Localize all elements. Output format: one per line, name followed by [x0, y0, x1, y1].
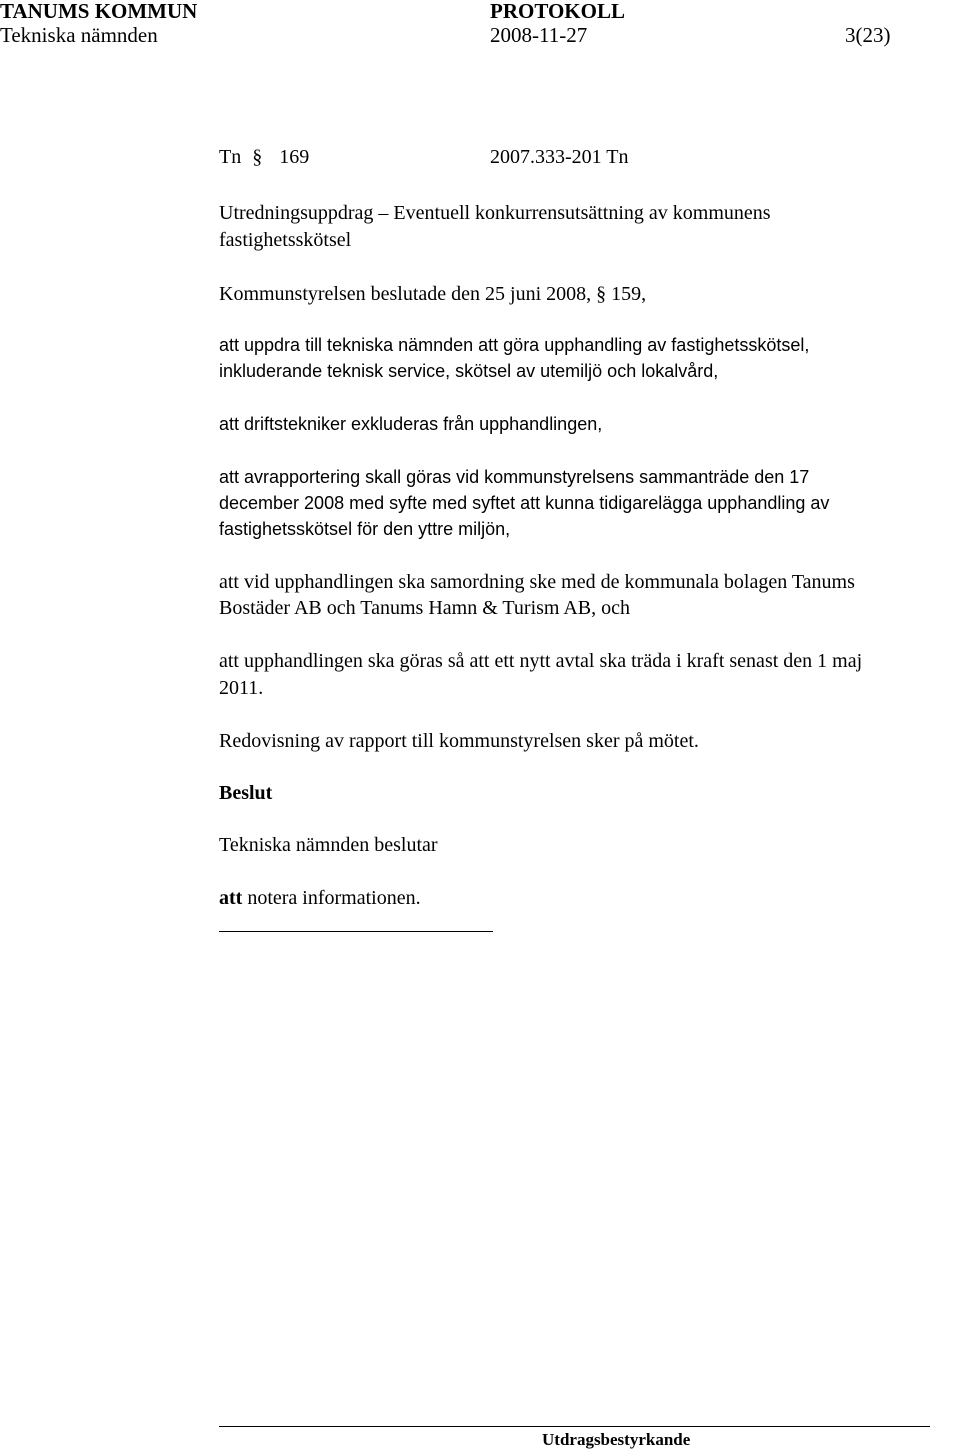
- title-line-1: Utredningsuppdrag – Eventuell konkurrensutsättning av kommunens: [219, 202, 771, 224]
- footer-rule: [219, 1426, 930, 1427]
- clause-5-line-1: att upphandlingen ska göras så att ett nytt avtal ska träda i kraft senast den 1 maj: [219, 650, 863, 672]
- decision-text: notera informationen.: [247, 887, 421, 909]
- case-number: 2007.333-201 Tn: [490, 146, 629, 168]
- footer-label: Utdragsbestyrkande: [542, 1430, 691, 1449]
- intro-text: Kommunstyrelsen beslutade den 25 juni 2008,: [219, 283, 592, 305]
- paragraph-ref: [219, 146, 309, 169]
- report-note: Redovisning av rapport till kommunstyrelsen sker på mötet.: [219, 730, 699, 752]
- title-line-2: fastighetsskötsel: [219, 229, 352, 251]
- decision-end-rule: [219, 931, 493, 932]
- header-date: 2008-11-27: [490, 23, 588, 47]
- paragraph-number: 169: [279, 146, 310, 168]
- clause-2-line-1: att driftstekniker exkluderas från upphandlingen,: [219, 414, 603, 434]
- paragraph-symbol: §: [252, 146, 263, 168]
- header-doc-type: PROTOKOLL: [490, 0, 625, 23]
- clause-3-line-2: december 2008 med syfte med syftet att kunna tidigarelägga upphandling av: [219, 493, 830, 513]
- header-page: 3(23): [845, 23, 891, 47]
- clause-3-line-1: att avrapportering skall göras vid kommunstyrelsens sammanträde den 17: [219, 467, 810, 487]
- clause-4-line-1: att vid upphandlingen ska samordning ske med de kommunala bolagen Tanums: [219, 571, 855, 593]
- decision-att: att: [219, 887, 243, 909]
- intro-line: [219, 283, 646, 306]
- clause-5-line-2: 2011.: [219, 677, 264, 699]
- decision-heading: Beslut: [219, 782, 273, 804]
- clause-1-line-2: inkluderande teknisk service, skötsel av utemiljö och lokalvård,: [219, 361, 719, 381]
- header-committee: Tekniska nämnden: [0, 23, 158, 47]
- intro-symbol: §: [596, 283, 607, 305]
- clause-1-line-1: att uppdra till tekniska nämnden att göra upphandling av fastighetsskötsel,: [219, 335, 810, 355]
- intro-number: 159,: [611, 283, 647, 305]
- decision-intro: Tekniska nämnden beslutar: [219, 834, 438, 856]
- clause-4-line-2: Bostäder AB och Tanums Hamn & Turism AB, och: [219, 597, 631, 619]
- paragraph-prefix: Tn: [219, 146, 242, 168]
- decision-line: [219, 887, 421, 910]
- header-org: TANUMS KOMMUN: [0, 0, 198, 23]
- clause-3-line-3: fastighetsskötsel för den yttre miljön,: [219, 519, 511, 539]
